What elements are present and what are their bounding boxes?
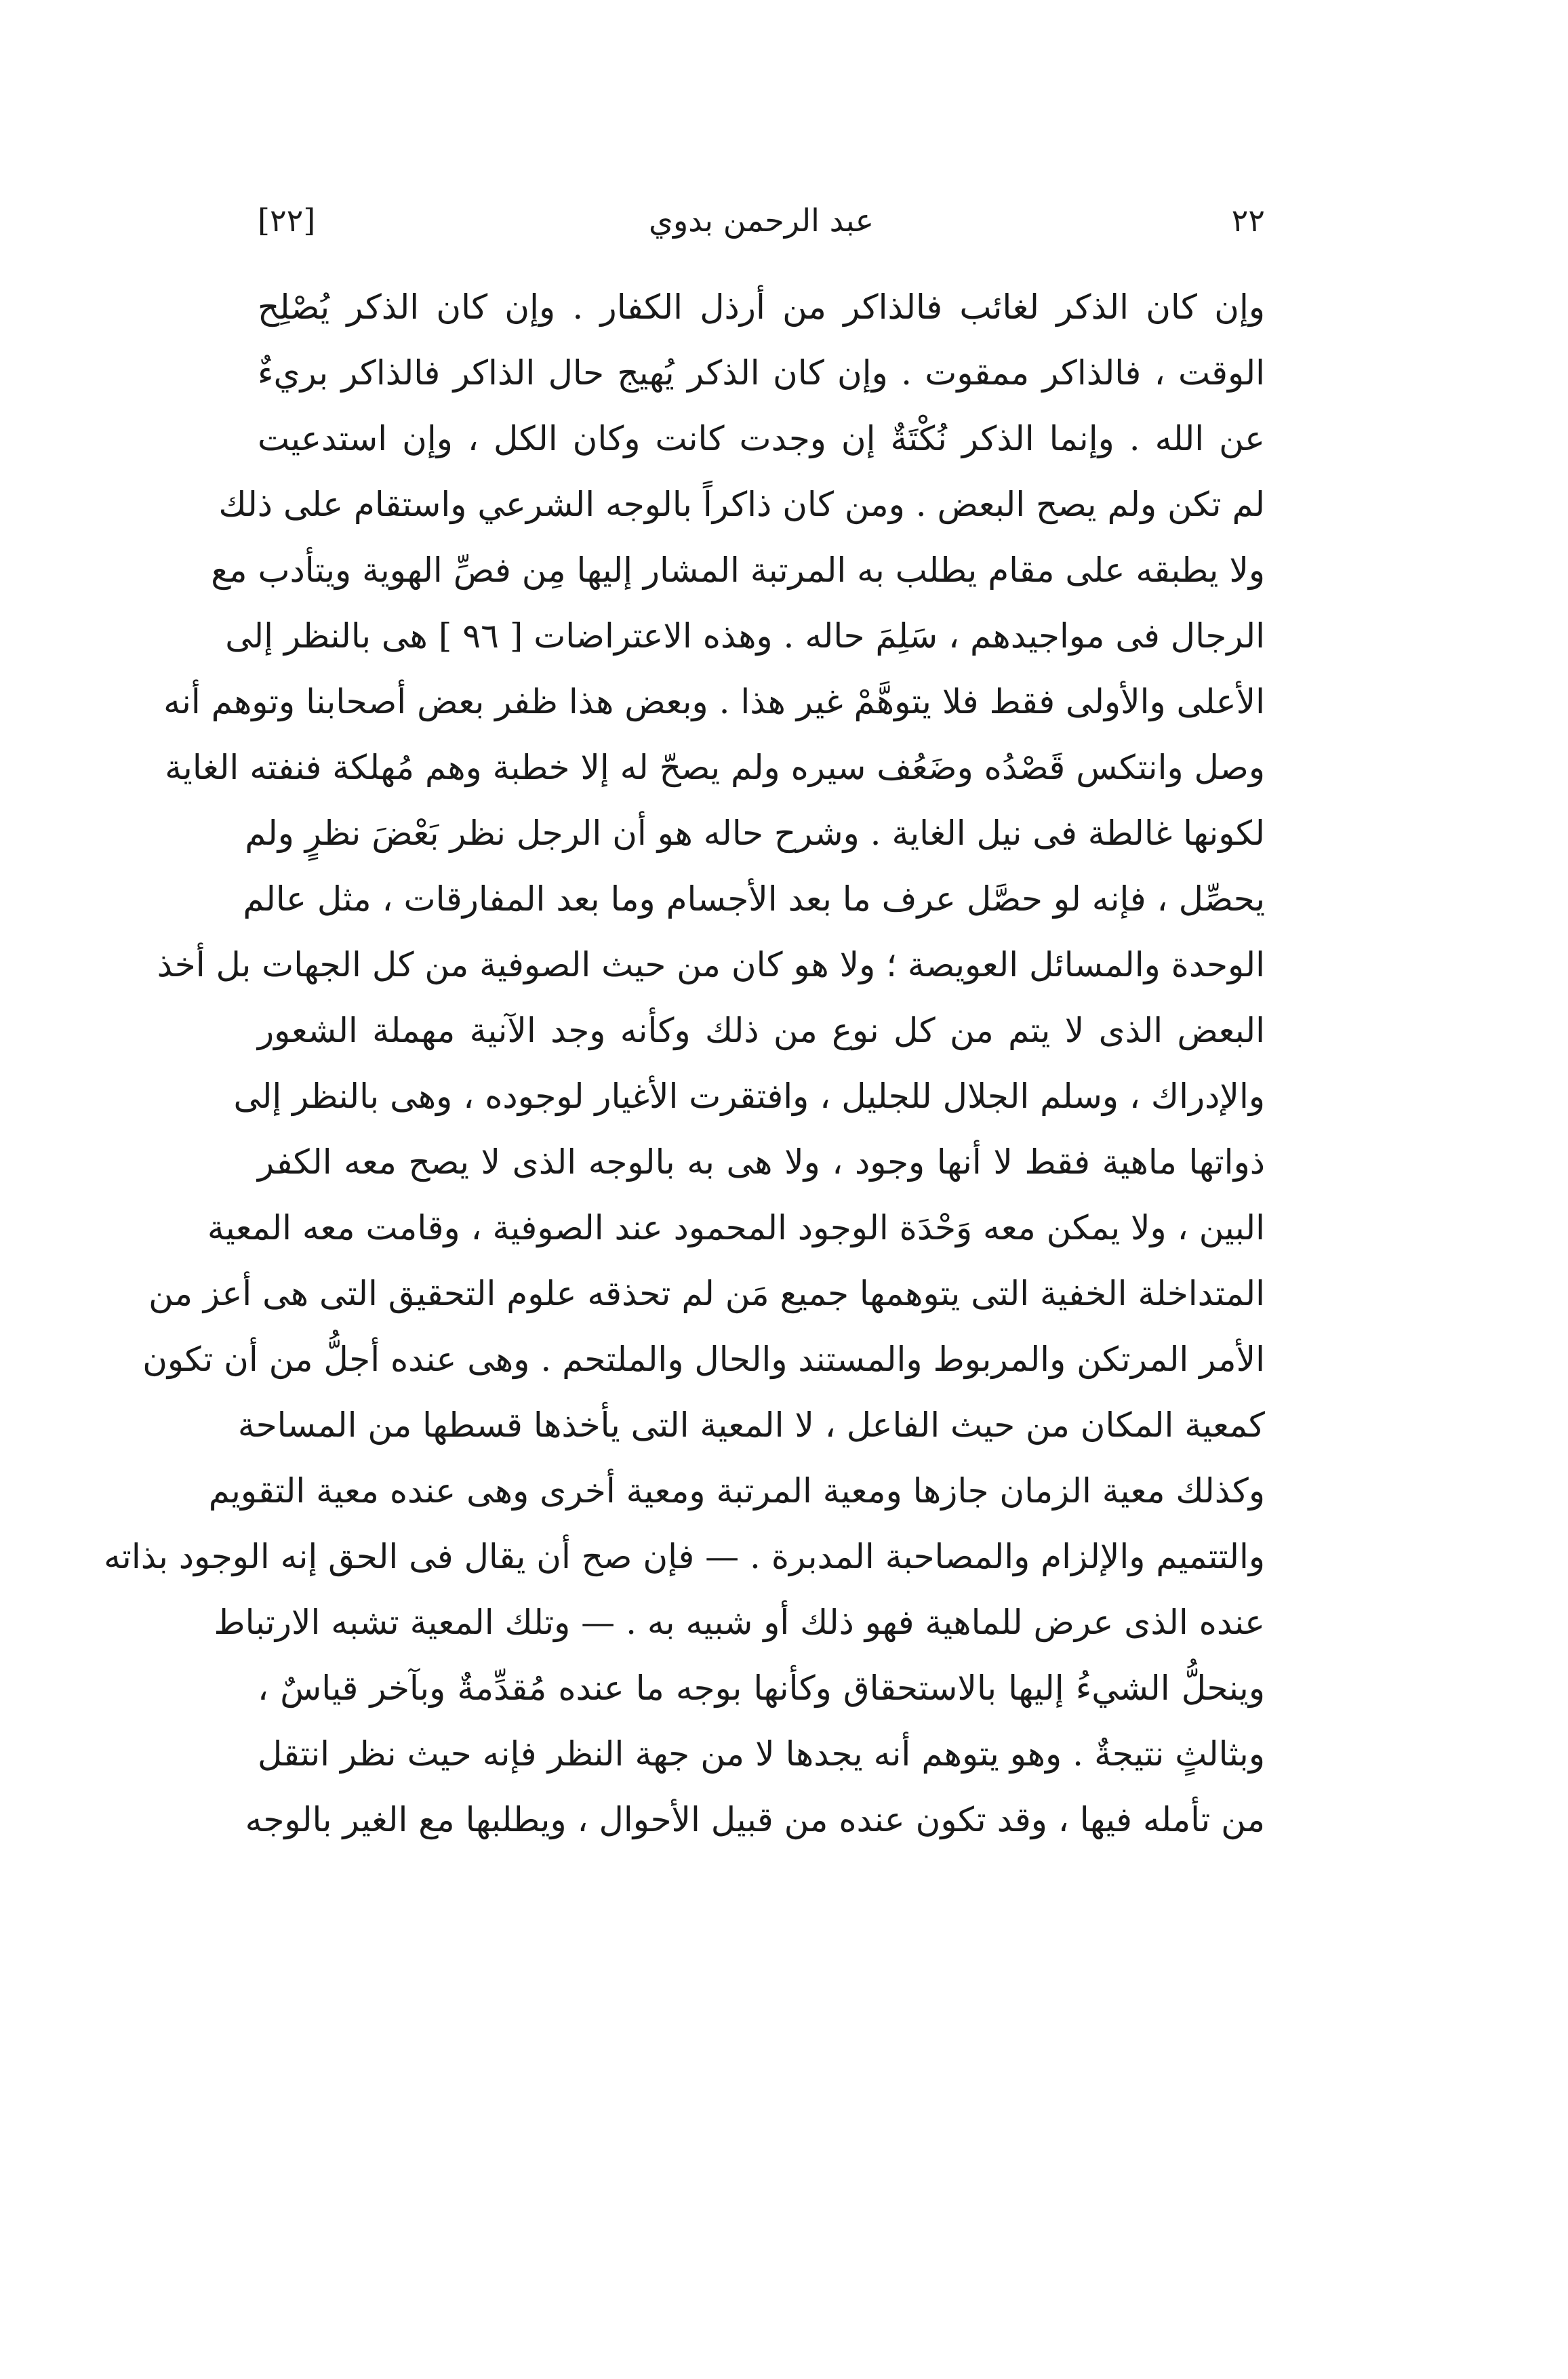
text-line: البين ، ولا يمكن معه وَحْدَة الوجود المحمود عند الصوفية ، وقامت معه المعية	[207, 1208, 1265, 1247]
text-line: كمعية المكان من حيث الفاعل ، لا المعية التى يأخذها قسطها من المساحة	[237, 1405, 1265, 1445]
bracketed-page-number: [٢٢]	[258, 202, 316, 239]
text-line: لكونها غالطة فى نيل الغاية . وشرح حاله هو أن الرجل نظر بَعْضَ نظرٍ ولم	[245, 814, 1265, 853]
text-line: لم تكن ولم يصح البعض . ومن كان ذاكراً بالوجه الشرعي واستقام على ذلك	[218, 485, 1265, 524]
text-line: من تأمله فيها ، وقد تكون عنده من قبيل الأحوال ، ويطلبها مع الغير بالوجه	[245, 1800, 1265, 1839]
text-line: عن الله . وإنما الذكر نُكْتَةٌ إن وجدت كانت وكان الكل ، وإن استدعيت	[258, 419, 1265, 458]
text-line: يحصِّل ، فإنه لو حصَّل عرف ما بعد الأجسام وما بعد المفارقات ، مثل عالم	[243, 879, 1265, 919]
text-line: عنده الذى عرض للماهية فهو ذلك أو شبيه به . — وتلك المعية تشبه الارتباط	[214, 1603, 1265, 1642]
text-line: ذواتها ماهية فقط لا أنها وجود ، ولا هى به بالوجه الذى لا يصح معه الكفر	[258, 1142, 1265, 1182]
text-line: الرجال فى مواجيدهم ، سَلِمَ حاله . وهذه الاعتراضات [ ٩٦ ] هى بالنظر إلى	[225, 616, 1265, 656]
text-line: الأمر المرتكن والمربوط والمستند والحال والملتحم . وهى عنده أجلُّ من أن تكون	[142, 1340, 1265, 1379]
text-line: وكذلك معية الزمان جازها ومعية المرتبة ومعية أخرى وهى عنده معية التقويم	[208, 1471, 1265, 1511]
text-line: ولا يطبقه على مقام يطلب به المرتبة المشار إليها مِن فصِّ الهوية ويتأدب مع	[211, 551, 1265, 590]
body-text	[104, 275, 1265, 1853]
text-line: الوحدة والمسائل العويصة ؛ ولا هو كان من حيث الصوفية من كل الجهات بل أخذ	[157, 945, 1265, 984]
text-line: وبثالثٍ نتيجةٌ . وهو يتوهم أنه يجدها لا من جهة النظر فإنه حيث نظر انتقل	[258, 1734, 1265, 1774]
text-line: وإن كان الذكر لغائب فالذاكر من أرذل الكفار . وإن كان الذكر يُصْلِح	[258, 287, 1265, 327]
text-line: وينحلُّ الشيءُ إليها بالاستحقاق وكأنها بوجه ما عنده مُقدِّمةٌ وبآخر قياسٌ ،	[258, 1668, 1265, 1708]
text-line: المتداخلة الخفية التى يتوهمها جميع مَن لم تحذقه علوم التحقيق التى هى أعز من	[148, 1274, 1265, 1313]
running-title: عبد الرحمن بدوي	[648, 202, 875, 239]
text-line: البعض الذى لا يتم من كل نوع من ذلك وكأنه وجد الآنية مهملة الشعور	[258, 1011, 1265, 1050]
page-number: ٢٢	[1231, 202, 1265, 239]
text-line: الأعلى والأولى فقط فلا يتوهَّمْ غير هذا . وبعض هذا ظفر بعض أصحابنا وتوهم أنه	[163, 682, 1265, 721]
text-line: الوقت ، فالذاكر ممقوت . وإن كان الذكر يُهيج حال الذاكر فالذاكر بريءٌ	[258, 353, 1265, 393]
text-line: والإدراك ، وسلم الجلال للجليل ، وافتقرت الأغيار لوجوده ، وهى بالنظر إلى	[233, 1077, 1265, 1116]
text-line: وصل وانتكس قَصْدُه وضَعُف سيره ولم يصحّ له إلا خطبة وهم مُهلكة فنفته الغاية	[165, 748, 1265, 787]
page-header	[258, 193, 1265, 247]
text-line: والتتميم والإلزام والمصاحبة المدبرة . — فإن صح أن يقال فى الحق إنه الوجود بذاته	[104, 1537, 1265, 1576]
